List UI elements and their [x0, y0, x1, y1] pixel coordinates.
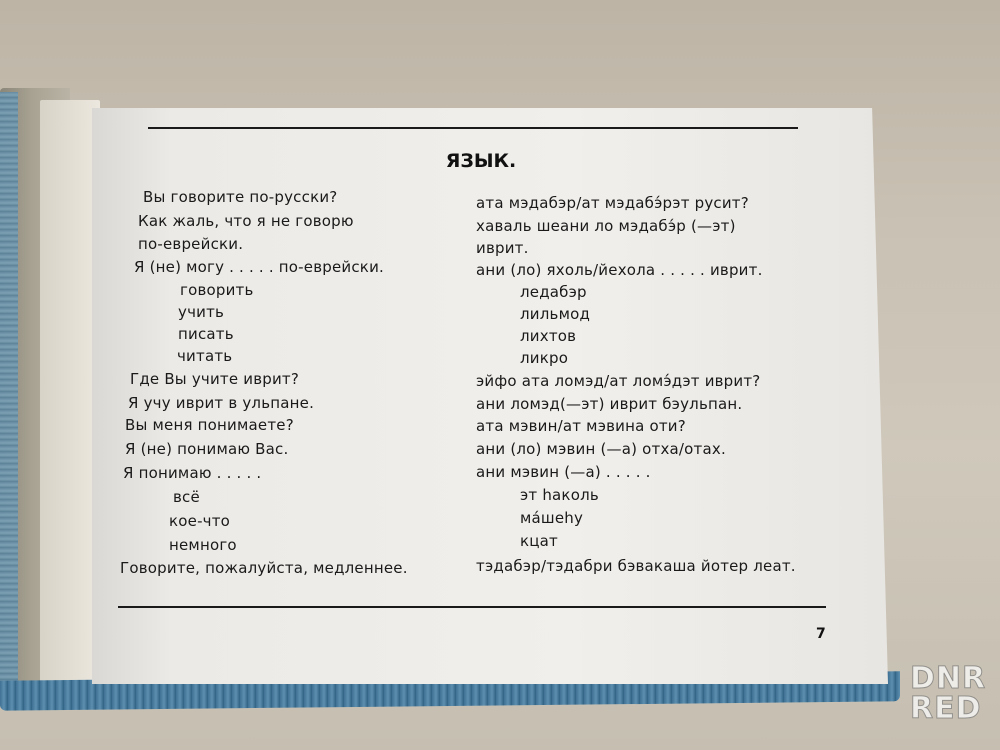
- ru-line: Как жаль, что я не говорю: [138, 212, 354, 230]
- ru-line: Вы меня понимаете?: [125, 416, 294, 434]
- ru-line: Я (не) понимаю Вас.: [125, 440, 289, 458]
- page-stack: [40, 100, 100, 700]
- ru-line: Где Вы учите иврит?: [130, 370, 299, 388]
- ru-line: Вы говорите по-русски?: [143, 188, 338, 206]
- ru-line: по-еврейски.: [138, 235, 244, 253]
- ru-line: говорить: [180, 281, 254, 299]
- he-line: кцат: [520, 532, 558, 550]
- ru-line: кое-что: [169, 512, 231, 530]
- he-line: ани (ло) мэвин (—а) отха/отах.: [476, 440, 726, 458]
- ru-line: Я понимаю . . . . .: [123, 464, 262, 482]
- he-line: лихтов: [520, 327, 577, 345]
- ru-line: всё: [173, 488, 200, 506]
- he-line: хаваль шеани ло мэдабэ́р (—эт): [476, 217, 736, 235]
- he-line: ата мэдабэр/ат мэдабэ́рэт русит?: [476, 194, 749, 212]
- he-line: ани ломэд(—эт) иврит бэульпан.: [476, 395, 743, 413]
- he-line: ани (ло) яхоль/йехола . . . . . иврит.: [476, 261, 763, 279]
- watermark-line: DNR: [910, 661, 987, 696]
- ru-line: Говорите, пожалуйста, медленнее.: [120, 559, 408, 577]
- ru-line: Я (не) могу . . . . . по-еврейски.: [134, 258, 384, 276]
- ru-line: Я учу иврит в ульпане.: [128, 394, 315, 412]
- he-line: тэдабэр/тэдабри бэвакаша йотер леат.: [476, 557, 796, 575]
- ru-line: читать: [177, 347, 233, 365]
- book-cover-edge: [0, 92, 18, 692]
- page-number: 7: [816, 626, 826, 642]
- bottom-rule: [118, 606, 826, 608]
- ru-line: учить: [178, 303, 225, 321]
- he-line: эйфо ата ломэд/ат ломэ́дэт иврит?: [476, 372, 761, 390]
- watermark-logo: [910, 661, 996, 726]
- he-line: эт hаколь: [520, 486, 599, 504]
- ru-line: немного: [169, 536, 237, 554]
- page-title: ЯЗЫК.: [445, 150, 517, 172]
- top-rule: [148, 127, 798, 129]
- he-line: ата мэвин/ат мэвина оти?: [476, 417, 686, 435]
- he-line: ликро: [520, 349, 569, 367]
- ru-line: писать: [178, 325, 234, 343]
- he-line: ани мэвин (—а) . . . . .: [476, 463, 651, 481]
- he-line: ма́шеhу: [520, 509, 584, 527]
- he-line: лильмод: [520, 305, 591, 323]
- he-line: ледабэр: [520, 283, 587, 301]
- watermark-line: RED: [910, 691, 982, 726]
- he-line: иврит.: [476, 239, 529, 257]
